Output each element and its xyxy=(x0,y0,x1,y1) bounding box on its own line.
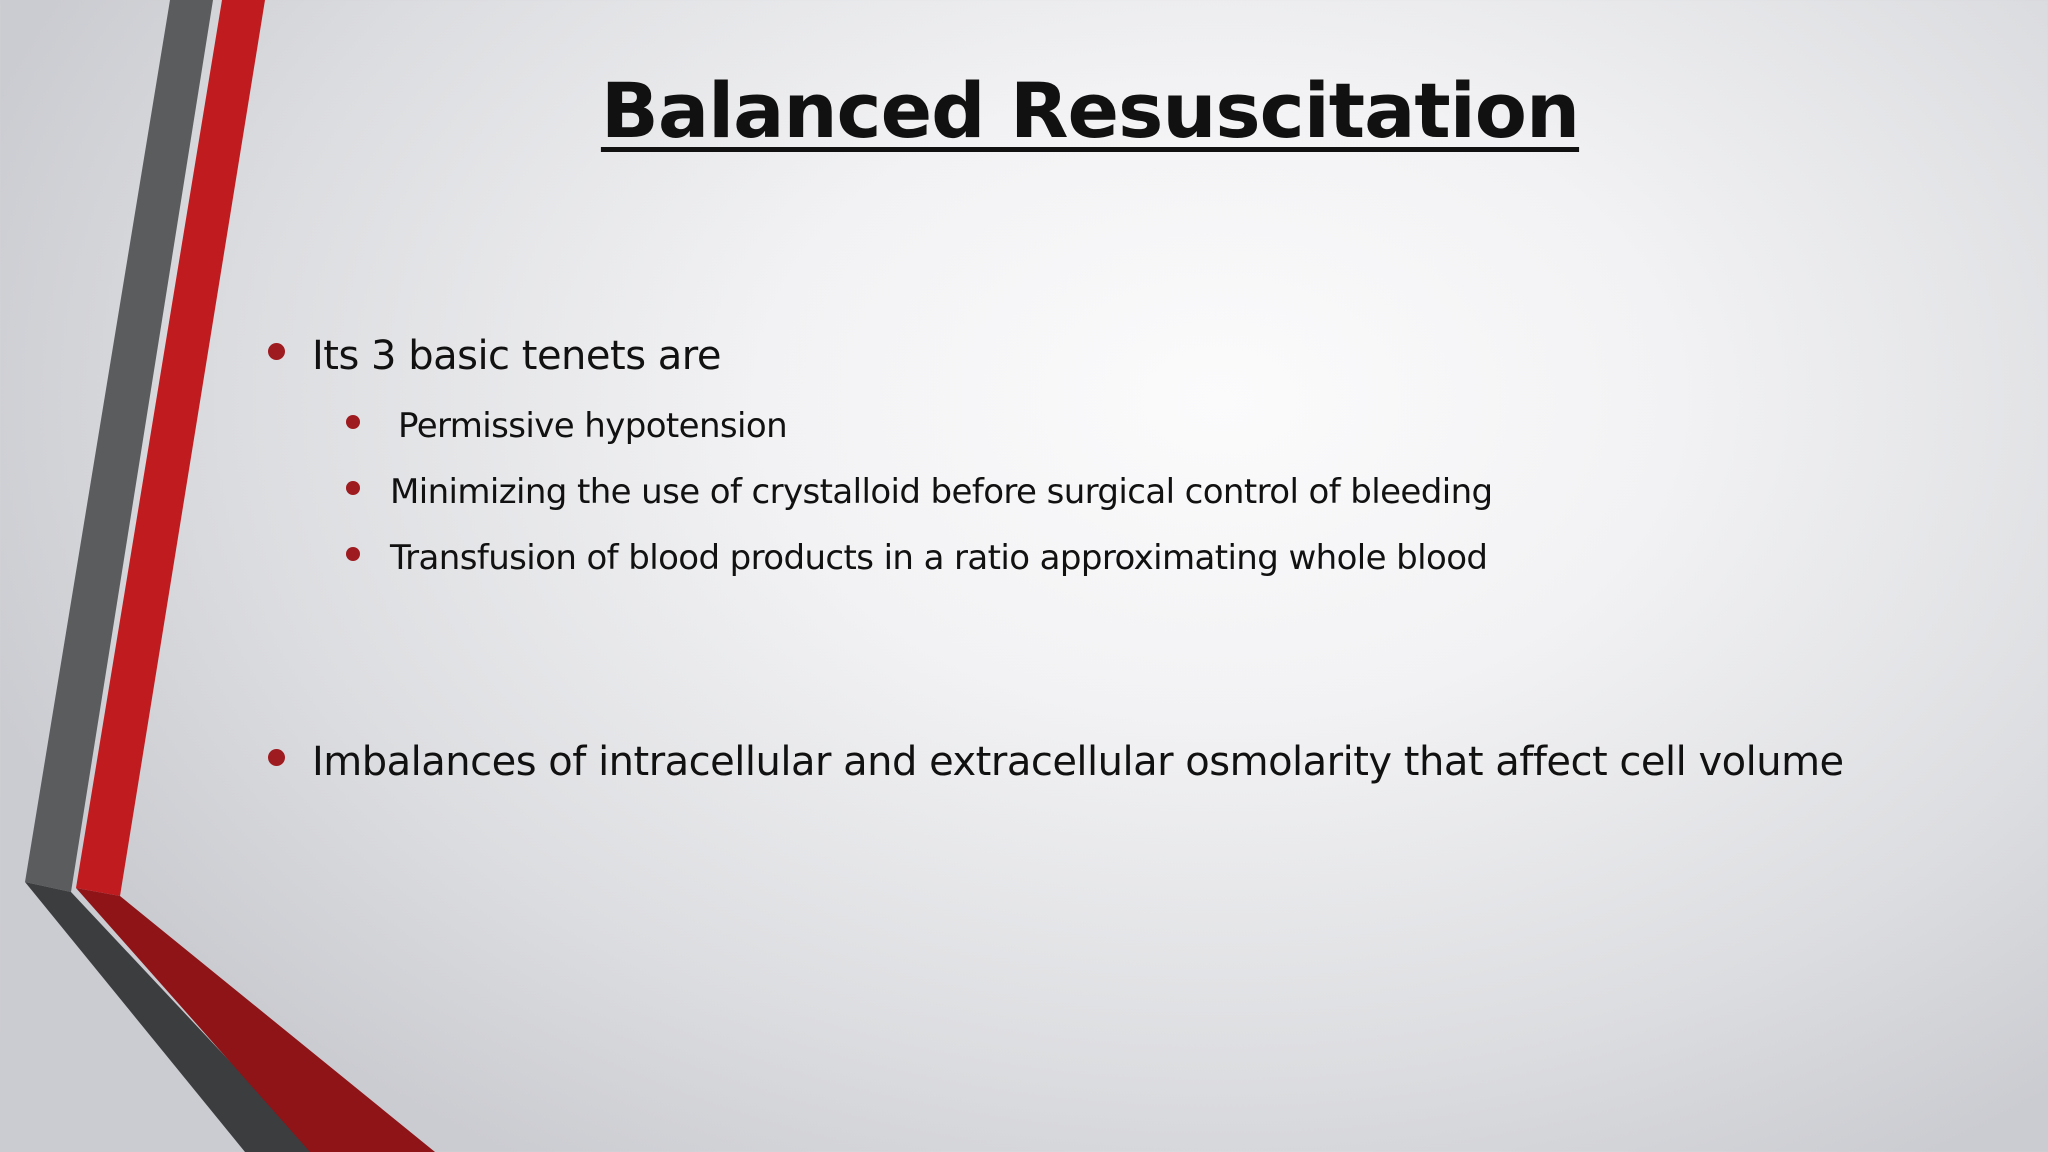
subbullet-minimizing-crystalloid: Minimizing the use of crystalloid before surgical control of bleeding xyxy=(390,472,1493,512)
bullet-dot-2 xyxy=(268,749,285,766)
subbullet-dot-3 xyxy=(346,547,360,561)
bullet-osmolarity-imbalances: Imbalances of intracellular and extracellular osmolarity that affect cell volume xyxy=(312,739,1844,785)
bullet-dot-1 xyxy=(268,343,285,360)
gray-stripe-diagonal xyxy=(25,882,315,1152)
subbullet-permissive-hypotension: Permissive hypotension xyxy=(398,406,788,446)
slide-title xyxy=(0,66,2048,155)
subbullet-transfusion-ratio: Transfusion of blood products in a ratio approximating whole blood xyxy=(390,538,1488,578)
bullet-tenets: Its 3 basic tenets are xyxy=(312,333,721,379)
slide-title-text: Balanced Resuscitation xyxy=(600,66,1580,155)
subbullet-dot-1 xyxy=(346,415,360,429)
subbullet-dot-2 xyxy=(346,481,360,495)
